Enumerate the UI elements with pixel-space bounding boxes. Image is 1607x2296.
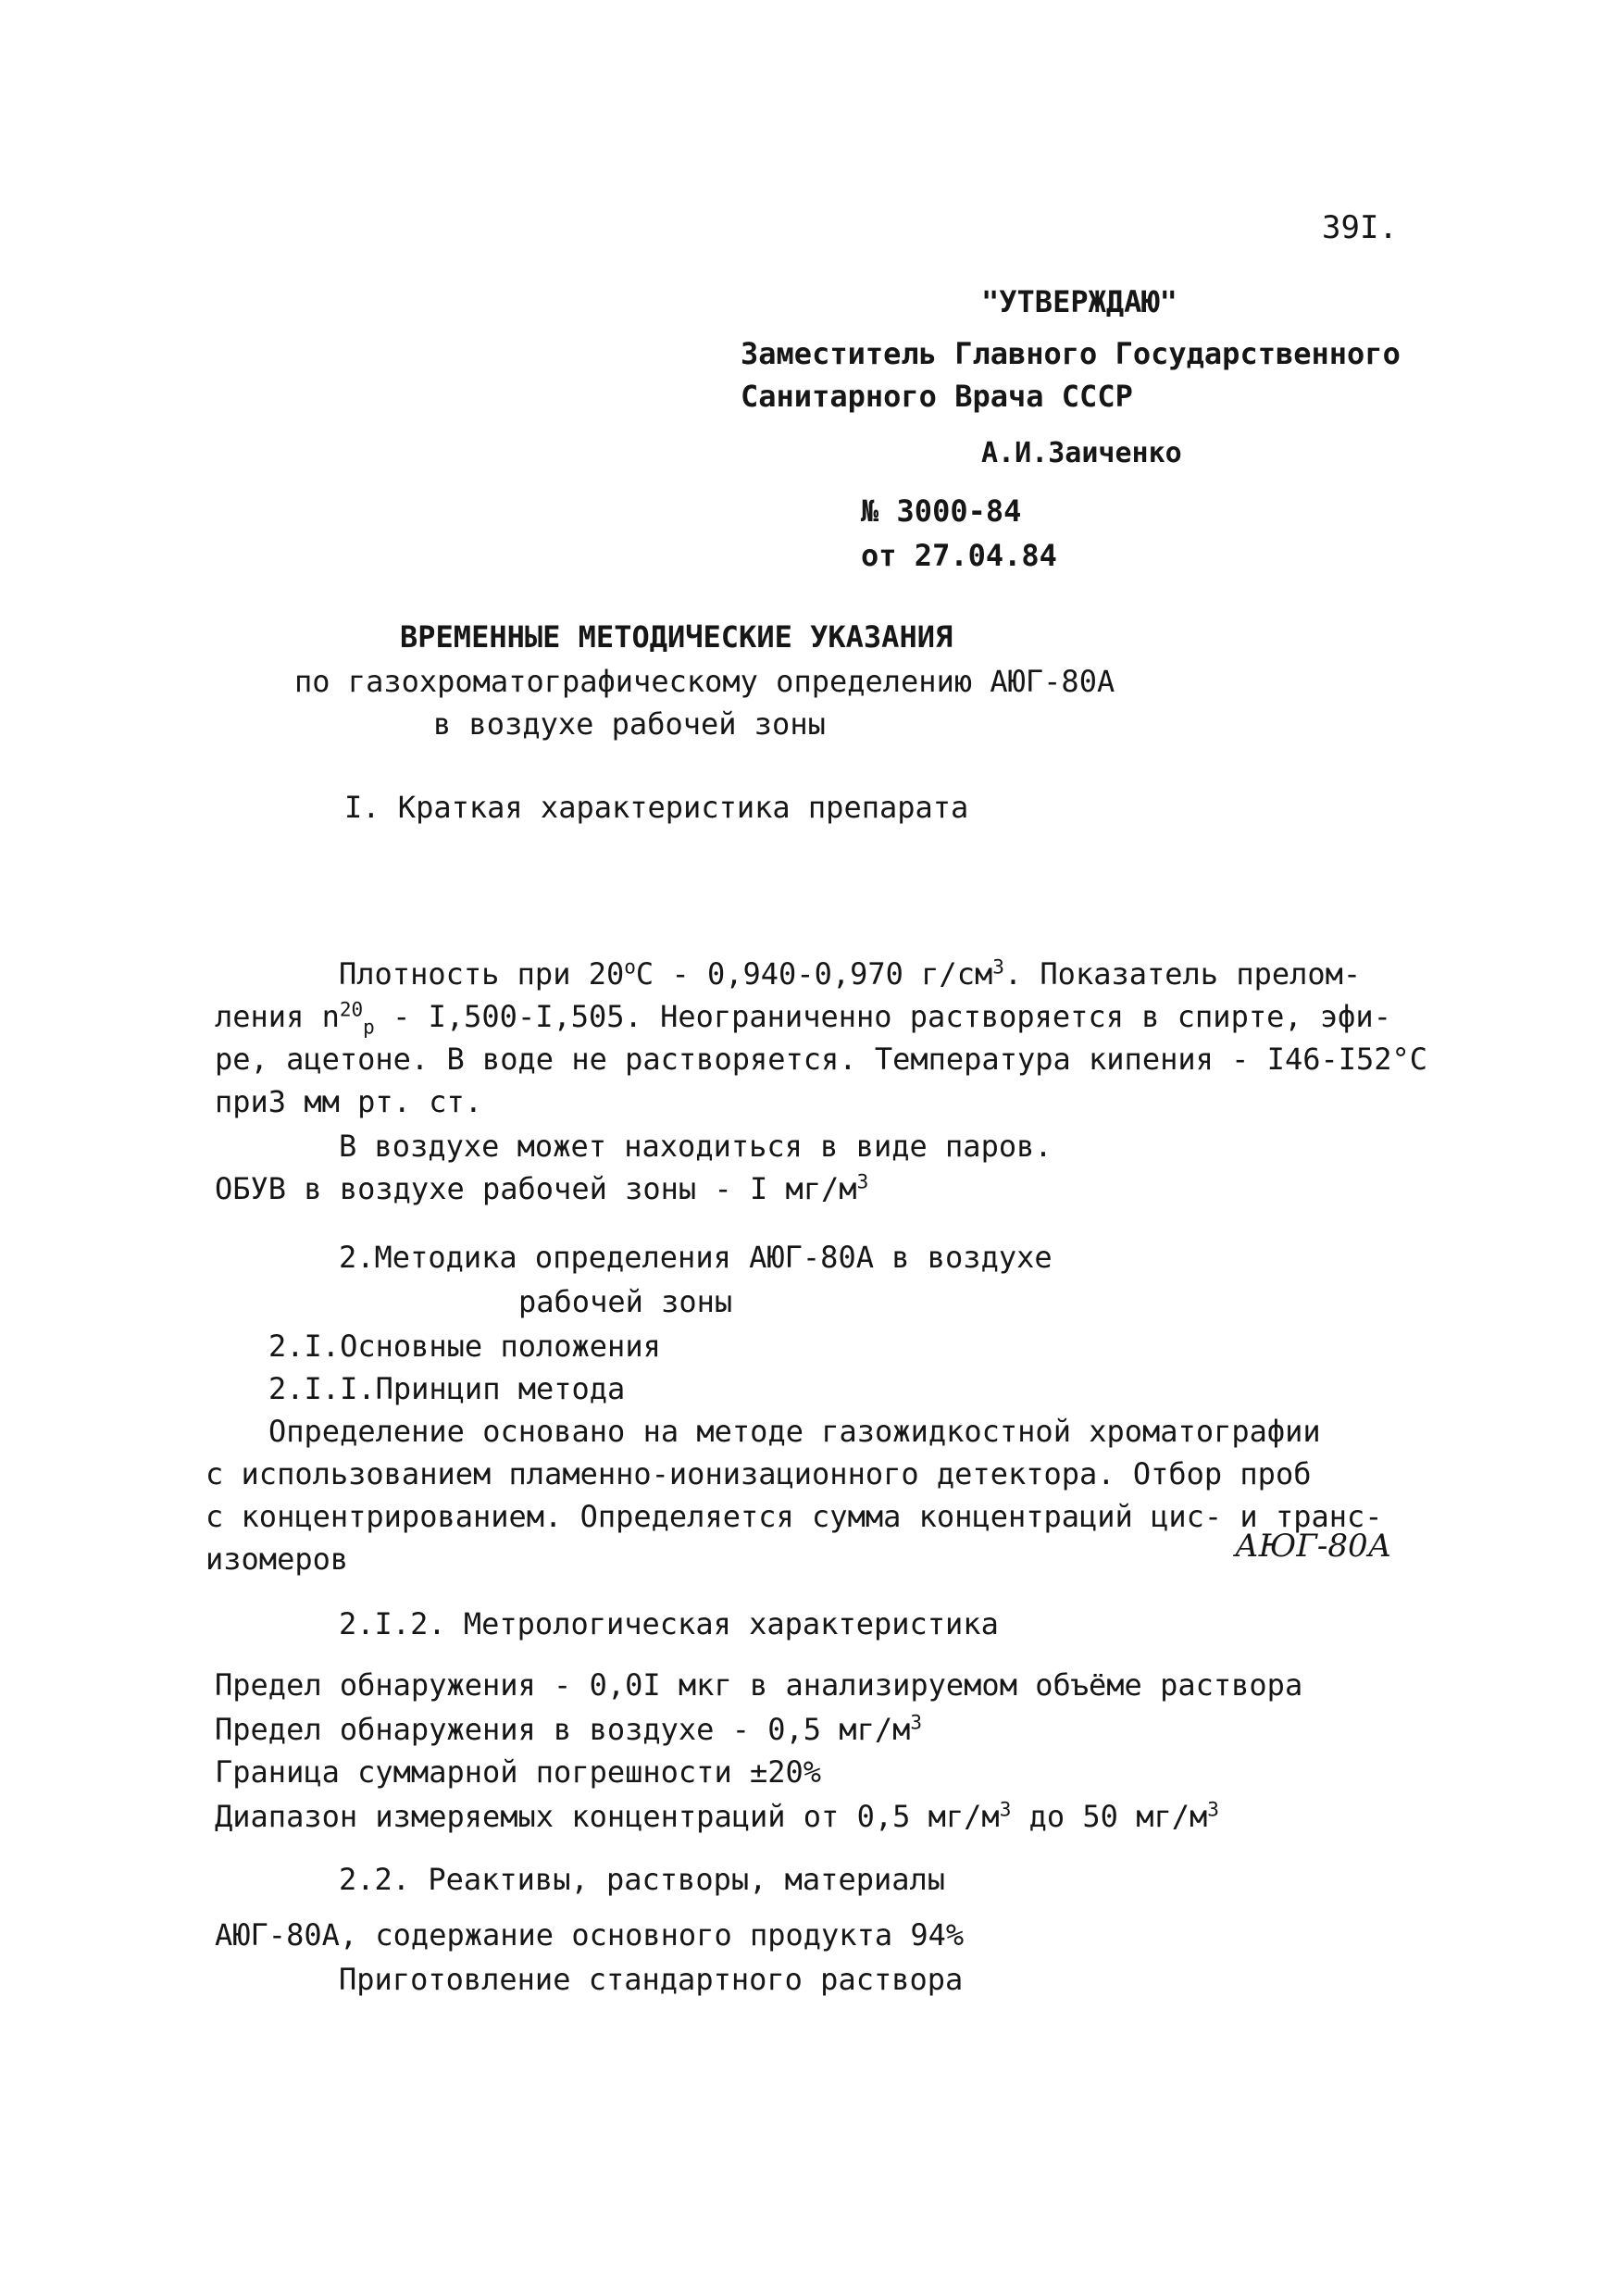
obuv-sup: 3 [856,1170,869,1193]
reagent-line1: АЮГ-80А, содержание основного продукта 94% [215,1917,965,1953]
refraction-text: ления n [215,999,340,1034]
subsection-2-1-1: 2.I.I.Принцип метода [268,1371,626,1406]
approval-signatory: А.И.Заиченко [981,437,1182,469]
solubility-line: ре, ацетоне. В воде не растворяется. Температура кипения - I46-I52°С [215,1042,1428,1077]
metrology-line4-mid: до 50 мг/м [1011,1799,1208,1834]
section2-heading-line1: 2.Методика определения АЮГ-80А в воздухе [339,1240,1053,1275]
principle-line3: с концентрированием. Определяется сумма концентраций цис- и транс- [206,1499,1383,1534]
principle-line1: Определение основано на методе газожидкостной хроматографии [268,1414,1321,1449]
reagent-line2: Приготовление стандартного раствора [339,1962,964,1997]
handwritten-note: АЮГ-80А [1235,1528,1392,1565]
metrology-line4-text: Диапазон измеряемых концентраций от 0,5 мг/м [215,1799,1000,1834]
obuv-text: ОБУВ в воздухе рабочей зоны - I мг/м [215,1171,857,1206]
principle-line4: изомеров [206,1541,349,1577]
section2-heading-line2: рабочей зоны [518,1284,733,1319]
title-line1: ВРЕМЕННЫЕ МЕТОДИЧЕСКИЕ УКАЗАНИЯ [400,619,953,655]
approval-stamp: "УТВЕРЖДАЮ" [981,284,1177,319]
metrology-line4 [215,1798,1219,1835]
cubic-sup: 3 [992,955,1004,979]
approval-position-line2: Санитарного Врача СССР [741,379,1133,414]
subsection-2-2: 2.2. Реактивы, растворы, материалы [339,1862,946,1897]
approval-position-line1: Заместитель Главного Государственного [741,336,1401,371]
subsection-2-1: 2.I.Основные положения [268,1329,661,1364]
metrology-line2 [215,1711,922,1748]
refraction-line [215,998,1391,1039]
page-number: 39I. [1322,209,1398,246]
refraction-sub: р [363,1016,375,1039]
metrology-line1: Предел обнаружения - 0,0I мкг в анализируемом объёме раствора [215,1667,1303,1703]
metrology-line3: Граница суммарной погрешности ±20% [215,1754,822,1790]
title-line3: в воздухе рабочей зоны [433,706,826,742]
degree-sup: o [624,955,636,979]
section1-paragraph3 [215,1170,868,1207]
metrology-line4-sup1: 3 [999,1798,1012,1821]
metrology-line2-text: Предел обнаружения в воздухе - 0,5 мг/м [215,1712,911,1747]
principle-line2: с использованием пламенно-ионизационного детектора. Отбор проб [206,1456,1312,1491]
refraction-value: - I,500-I,505. Неограниченно растворяется в спирте, эфи- [374,999,1391,1034]
subsection-2-1-2: 2.I.2. Метрологическая характеристика [339,1606,999,1641]
refraction-sup: 20 [339,998,364,1021]
approval-number: № 3000-84 [861,493,1022,529]
density-text: Плотность при 20 [339,956,625,992]
section1-heading: I. Краткая характеристика препарата [344,790,969,825]
pressure-line: при3 мм рт. ст. [215,1084,482,1119]
density-line [339,955,1361,992]
metrology-line4-sup2: 3 [1207,1798,1219,1821]
density-value: С - 0,940-0,970 г/см [635,956,993,992]
title-line2: по газохроматографическому определению АЮГ-80А [294,664,1115,699]
metrology-line2-sup: 3 [910,1711,923,1734]
section1-paragraph2: В воздухе может находиться в виде паров. [339,1129,1053,1164]
approval-date: от 27.04.84 [861,538,1057,573]
refraction-label: . Показатель прелом- [1003,956,1362,992]
